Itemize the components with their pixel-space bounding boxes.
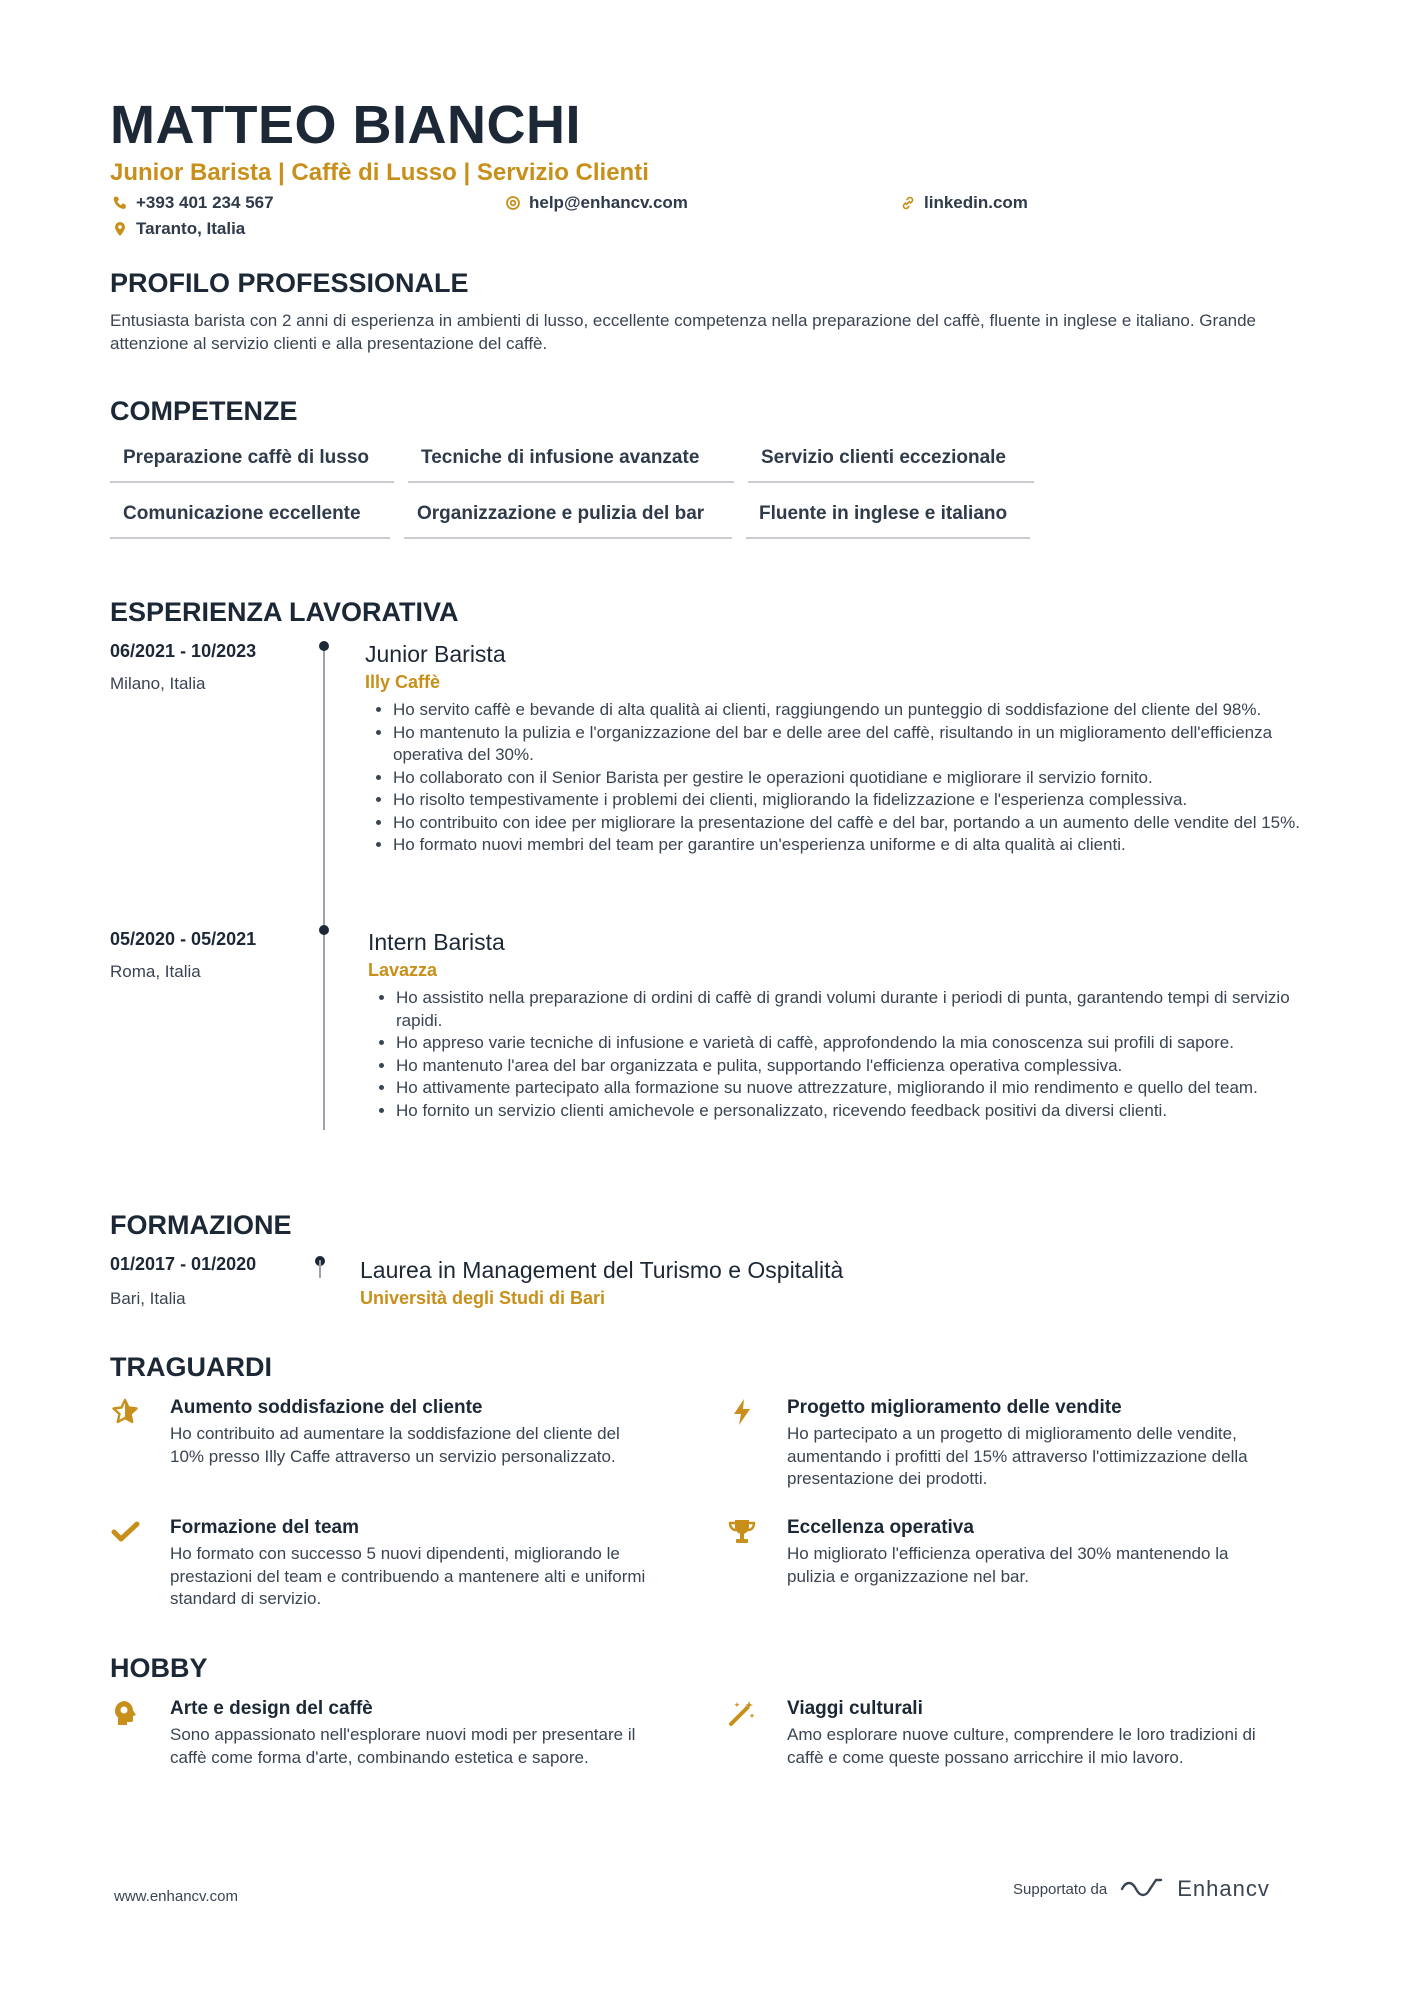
achievement-item xyxy=(110,1517,650,1611)
skill-tag: Servizio clienti eccezionale xyxy=(748,439,1034,483)
achievement-item xyxy=(727,1397,1267,1491)
achievement-title: Aumento soddisfazione del cliente xyxy=(170,1397,483,1418)
phone-text: +393 401 234 567 xyxy=(136,193,274,212)
contact-linkedin[interactable] xyxy=(900,193,1028,213)
job-dates: 05/2020 - 05/2021 xyxy=(110,929,257,949)
hobbies-section xyxy=(110,1653,1310,1793)
footer-website[interactable]: www.enhancv.com xyxy=(114,1888,238,1905)
job-dates: 06/2021 - 10/2023 xyxy=(110,641,257,661)
enhancv-logo-icon xyxy=(1119,1877,1165,1901)
powered-by-text: Supportato da xyxy=(1013,1880,1108,1898)
timeline-dot xyxy=(319,925,329,935)
skills-list xyxy=(110,439,1110,539)
job-location: Milano, Italia xyxy=(110,674,206,693)
section-title-profile: PROFILO PROFESSIONALE xyxy=(110,268,469,298)
candidate-name: MATTEO BIANCHI xyxy=(110,95,581,155)
bullet-item: • Ho formato nuovi membri del team per garantire un'esperienza uniforme e di alta qualità ai clienti. xyxy=(393,834,1310,857)
trophy-icon xyxy=(727,1517,757,1547)
hobby-item xyxy=(727,1698,1267,1769)
bullet-item: • Ho collaborato con il Senior Barista per gestire le operazioni quotidiane e migliorare il servizio fornito. xyxy=(393,767,1310,790)
location-text: Taranto, Italia xyxy=(136,219,246,238)
bullet-item: • Ho appreso varie tecniche di infusione e varietà di caffè, approfondendo la mia conoscenza sui profili di sapore. xyxy=(396,1032,1310,1055)
head-icon xyxy=(110,1698,140,1728)
section-title-skills: COMPETENZE xyxy=(110,396,298,426)
education-details xyxy=(360,1257,1260,1309)
education-location: Bari, Italia xyxy=(110,1289,186,1308)
hobby-desc: Amo esplorare nuove culture, comprendere le loro tradizioni di caffè e come queste possano arricchire il mio lavoro. xyxy=(787,1725,1256,1767)
at-icon xyxy=(505,195,521,211)
job-role: Junior Barista xyxy=(365,641,506,667)
job-meta xyxy=(110,641,310,694)
bullet-item: • Ho fornito un servizio clienti amichevole e personalizzato, ricevendo feedback positivi da diversi clienti. xyxy=(396,1100,1310,1123)
skill-tag: Fluente in inglese e italiano xyxy=(746,495,1030,539)
location-pin-icon xyxy=(112,221,128,237)
job-role: Intern Barista xyxy=(368,929,505,955)
job-details xyxy=(368,929,1310,1122)
education-meta xyxy=(110,1254,310,1309)
skill-tag: Tecniche di infusione avanzate xyxy=(408,439,734,483)
bullet-item: • Ho risolto tempestivamente i problemi dei clienti, migliorando la fidelizzazione e l'esperienza complessiva. xyxy=(393,789,1310,812)
bullet-item: • Ho servito caffè e bevande di alta qualità ai clienti, raggiungendo un punteggio di soddisfazione del cliente del 98%. xyxy=(393,699,1310,722)
star-icon xyxy=(110,1397,140,1427)
job-bullets xyxy=(365,699,1310,857)
job-meta xyxy=(110,929,310,982)
contact-location xyxy=(112,219,245,239)
section-title-experience: ESPERIENZA LAVORATIVA xyxy=(110,597,459,627)
job-location: Roma, Italia xyxy=(110,962,201,981)
candidate-title: Junior Barista | Caffè di Lusso | Servizio Clienti xyxy=(110,159,649,186)
profile-summary: Entusiasta barista con 2 anni di esperienza in ambienti di lusso, eccellente competenza nella preparazione del caffè, fluente in inglese e italiano. Grande attenzione al servizio clienti e alla presentazione del caffè. xyxy=(110,311,1257,353)
hobby-title: Viaggi culturali xyxy=(787,1698,923,1719)
job-bullets xyxy=(368,987,1310,1122)
achievement-title: Formazione del team xyxy=(170,1517,359,1538)
education-section xyxy=(110,1210,1310,1320)
magic-wand-icon xyxy=(727,1698,757,1728)
email-text: help@enhancv.com xyxy=(529,193,688,212)
hobby-title: Arte e design del caffè xyxy=(170,1698,373,1719)
skill-tag: Comunicazione eccellente xyxy=(110,495,390,539)
brand-name: Enhancv xyxy=(1177,1876,1270,1901)
bullet-item: • Ho mantenuto l'area del bar organizzata e pulita, supportando l'efficienza operativa complessiva. xyxy=(396,1055,1310,1078)
resume-header xyxy=(110,95,1310,245)
bullet-item: • Ho attivamente partecipato alla formazione su nuove attrezzature, migliorando il mio rendimento e quello del team. xyxy=(396,1077,1310,1100)
profile-section xyxy=(110,268,1310,355)
achievement-title: Progetto miglioramento delle vendite xyxy=(787,1397,1122,1418)
skills-section xyxy=(110,396,1310,539)
bullet-item: • Ho contribuito con idee per migliorare la presentazione del caffè e del bar, portando a un aumento delle vendite del 15%. xyxy=(393,812,1310,835)
education-dates: 01/2017 - 01/2020 xyxy=(110,1254,257,1274)
achievement-desc: Ho contribuito ad aumentare la soddisfazione del cliente del 10% presso Illy Caffe attraverso un servizio personalizzato. xyxy=(170,1424,620,1466)
experience-section xyxy=(110,597,1310,1157)
linkedin-text: linkedin.com xyxy=(924,193,1028,212)
footer-branding xyxy=(1013,1876,1270,1902)
job-details xyxy=(365,641,1310,857)
check-icon xyxy=(110,1517,140,1547)
skill-tag: Preparazione caffè di lusso xyxy=(110,439,394,483)
timeline-line xyxy=(323,645,325,1130)
section-title-achievements: TRAGUARDI xyxy=(110,1352,272,1382)
link-icon xyxy=(900,195,916,211)
bullet-item: • Ho assistito nella preparazione di ordini di caffè di grandi volumi durante i periodi di punta, garantendo tempi di servizio rapidi. xyxy=(396,987,1310,1032)
job-company: Lavazza xyxy=(368,960,438,980)
achievement-item xyxy=(727,1517,1267,1588)
hobby-desc: Sono appassionato nell'esplorare nuovi modi per presentare il caffè come forma d'arte, combinando estetica e sapore. xyxy=(170,1725,636,1767)
bolt-icon xyxy=(727,1397,757,1427)
achievement-item xyxy=(110,1397,650,1468)
contact-email[interactable] xyxy=(505,193,688,213)
achievement-desc: Ho formato con successo 5 nuovi dipendenti, migliorando le prestazioni del team e contribuendo a mantenere alti e uniformi standard di servizio. xyxy=(170,1544,646,1608)
timeline-dot xyxy=(319,641,329,651)
skill-tag: Organizzazione e pulizia del bar xyxy=(404,495,732,539)
achievement-desc: Ho partecipato a un progetto di miglioramento delle vendite, aumentando i profitti del 15% attraverso l'ottimizzazione della presentazione dei prodotti. xyxy=(787,1424,1248,1488)
hobby-item xyxy=(110,1698,650,1769)
section-title-hobbies: HOBBY xyxy=(110,1653,208,1683)
contact-phone[interactable] xyxy=(112,193,274,213)
phone-icon xyxy=(112,195,128,211)
bullet-item: • Ho mantenuto la pulizia e l'organizzazione del bar e delle aree del caffè, risultando in un miglioramento dell'efficienza operativa del 30%. xyxy=(393,722,1310,767)
timeline-line xyxy=(319,1260,321,1278)
achievements-section xyxy=(110,1352,1310,1622)
education-degree: Laurea in Management del Turismo e Ospitalità xyxy=(360,1257,844,1283)
job-company: Illy Caffè xyxy=(365,672,441,692)
achievement-title: Eccellenza operativa xyxy=(787,1517,974,1538)
section-title-education: FORMAZIONE xyxy=(110,1210,292,1240)
achievement-desc: Ho migliorato l'efficienza operativa del 30% mantenendo la pulizia e organizzazione nel bar. xyxy=(787,1544,1229,1586)
contact-info xyxy=(110,193,1310,245)
education-school: Università degli Studi di Bari xyxy=(360,1288,606,1308)
